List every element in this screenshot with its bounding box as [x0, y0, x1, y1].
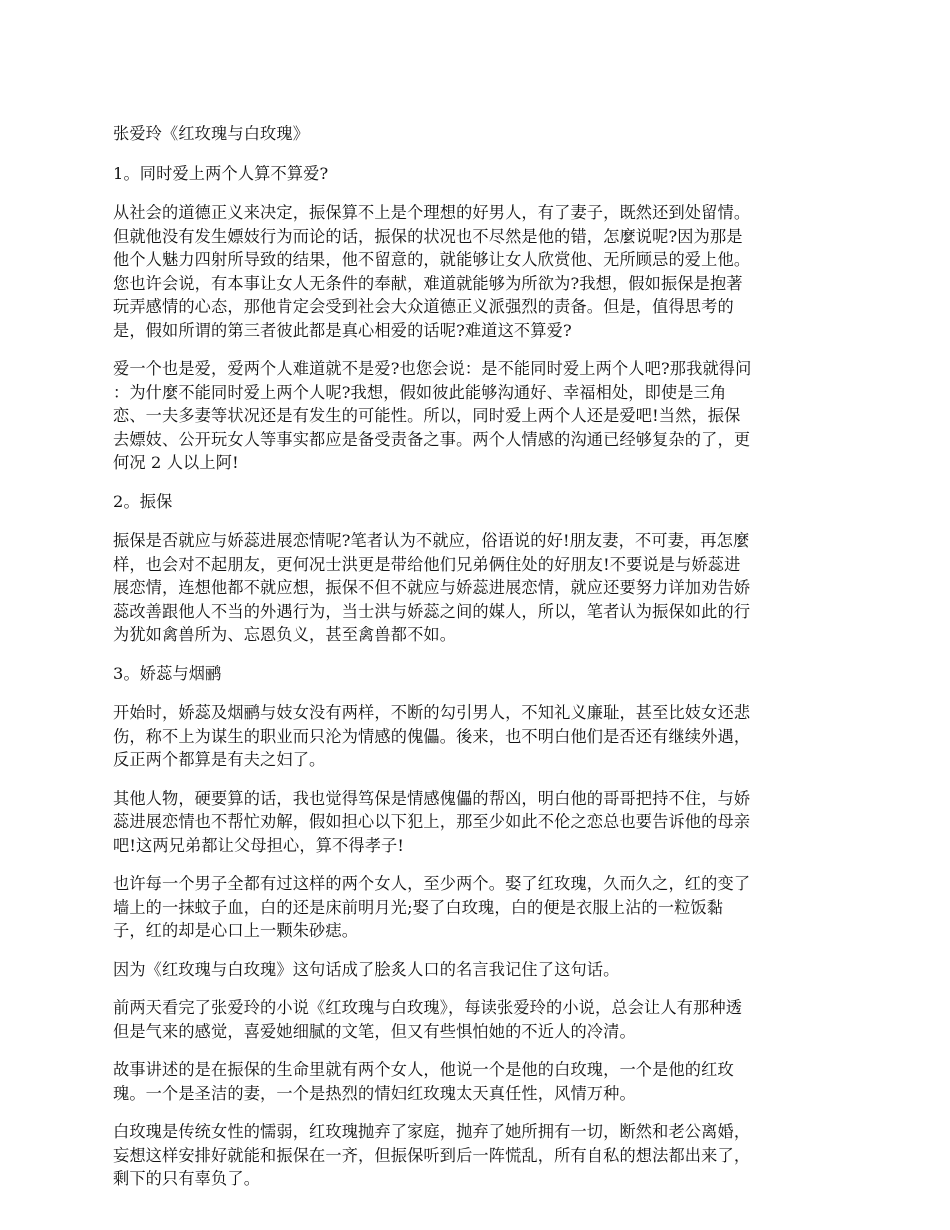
paragraph: 因为《红玫瑰与白玫瑰》这句话成了脍炙人口的名言我记住了这句话。: [113, 959, 620, 979]
paragraph: 振保是否就应与娇蕊进展恋情呢?笔者认为不就应，俗语说的好!朋友妻，不可妻，再怎麼 样，也会对不起朋友，更何况士洪更是带给他们兄弟俩住处的好朋友!不要说是与娇蕊进 展恋情，连想他都不就应想，振保不但不就应与娇蕊进展恋情，就应还要努力详加劝告娇 蕊改善跟他人不当的外遇行为，当士洪与娇蕊之间的媒人，所以，笔者认为振保如此的行 为犹如禽兽所为、忘恩负义，甚至禽兽都不如。: [113, 531, 751, 644]
paragraph: 爱一个也是爱，爱两个人难道就不是爱?也您会说：是不能同时爱上两个人吧?那我就得问 ：为什麼不能同时爱上两个人呢?我想，假如彼此能够沟通好、幸福相处，即使是三角 恋、一夫多妻等状况还是有发生的可能性。所以，同时爱上两个人还是爱吧!当然，振保 去嫖妓、公开玩女人等事实都应是备受责备之事。两个人情感的沟通已经够复杂的了，更 何况 2 人以上阿!: [113, 359, 752, 472]
paragraph: 也许每一个男子全都有过这样的两个女人，至少两个。娶了红玫瑰，久而久之，红的变了 墙上的一抹蚊子血，白的还是床前明月光;娶了白玫瑰，白的便是衣服上沾的一粒饭黏 子，红的却是心口上一颗朱砂痣。: [113, 874, 751, 940]
paragraph: 其他人物，硬要算的话，我也觉得笃保是情感傀儡的帮凶，明白他的哥哥把持不住，与娇 蕊进展恋情也不帮忙劝解，假如担心以下犯上，那至少如此不伦之恋总也要告诉他的母亲 吧!这两兄弟都让父母担心，算不得孝子!: [113, 788, 751, 855]
section-heading-2: 2。振保: [113, 491, 173, 511]
section-heading-1: 1。同时爱上两个人算不算爱?: [113, 163, 329, 183]
paragraph: 开始时，娇蕊及烟鹂与妓女没有两样，不断的勾引男人，不知礼义廉耻，甚至比妓女还悲 伤，称不上为谋生的职业而只沦为情感的傀儡。後来，也不明白他们是否还有继续外遇， 反正两个都算是有夫之妇了。: [113, 703, 751, 769]
document-title: 张爱玲《红玫瑰与白玫瑰》: [113, 124, 310, 143]
paragraph: 故事讲述的是在振保的生命里就有两个女人，他说一个是他的白玫瑰，一个是他的红玫 瑰。一个是圣洁的妻，一个是热烈的情妇红玫瑰太天真任性，风情万种。: [113, 1060, 734, 1103]
section-heading-3: 3。娇蕊与烟鹂: [113, 663, 222, 683]
paragraph: 白玫瑰是传统女性的懦弱，红玫瑰抛弃了家庭，抛弃了她所拥有一切，断然和老公离婚， 妄想这样安排好就能和振保在一齐，但振保听到后一阵慌乱，所有自私的想法都出来了， 剩下的只有辜负了。: [113, 1122, 751, 1188]
paragraph: 前两天看完了张爱玲的小说《红玫瑰与白玫瑰》，每读张爱玲的小说，总会让人有那种透 但是气来的感觉，喜爱她细腻的文笔，但又有些惧怕她的不近人的冷清。: [113, 998, 743, 1041]
paragraph: 从社会的道德正义来决定，振保算不上是个理想的好男人，有了妻子，既然还到处留情。 但就他没有发生嫖妓行为而论的话，振保的状况也不尽然是他的错，怎麼说呢?因为那是 他个人魅力四射所导致的结果，他不留意的，就能够让女人欣赏他、无所顾忌的爱上他。 您也许会说，有本事让女人无条件的奉献，难道就能够为所欲为?我想，假如振保是抱著 玩弄感情的心态，那他肯定会受到社会大众道德正义派强烈的责备。但是，值得思考的 是，假如所谓的第三者彼此都是真心相爱的话呢?难道这不算爱?: [113, 203, 751, 340]
document-page: [113, 122, 838, 1206]
